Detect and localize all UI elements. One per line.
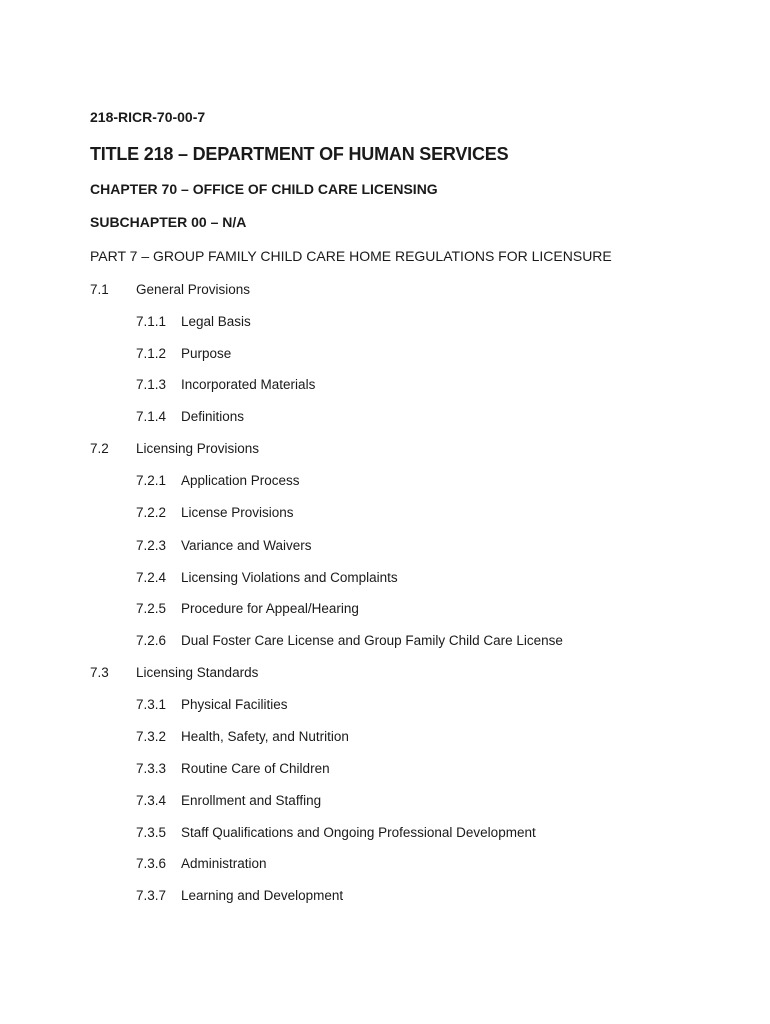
toc-label: Licensing Provisions	[136, 441, 260, 456]
toc-label: Administration	[181, 856, 267, 871]
toc-label: Learning and Development	[181, 888, 344, 903]
toc-subsection	[0, 378, 770, 394]
toc-label: Routine Care of Children	[181, 761, 330, 776]
toc-label: Physical Facilities	[181, 697, 288, 712]
toc-subsection	[0, 571, 770, 587]
toc-number: 7.3.7	[136, 888, 167, 903]
toc-number: 7.2	[90, 441, 109, 456]
toc-number: 7.3	[90, 665, 109, 680]
toc-number: 7.2.2	[136, 505, 167, 520]
toc-number: 7.1.2	[136, 346, 167, 361]
toc-subsection	[0, 698, 770, 714]
toc-label: Health, Safety, and Nutrition	[181, 729, 349, 744]
toc-number: 7.2.4	[136, 570, 167, 585]
part-heading: PART 7 – GROUP FAMILY CHILD CARE HOME REGULATIONS FOR LICENSURE	[90, 248, 612, 264]
toc-section	[0, 666, 770, 682]
toc-label: General Provisions	[136, 282, 251, 297]
toc-label: Purpose	[181, 346, 232, 361]
toc-number: 7.1	[90, 282, 109, 297]
toc-subsection	[0, 730, 770, 746]
toc-subsection	[0, 762, 770, 778]
toc-subsection	[0, 634, 770, 650]
toc-label: Licensing Violations and Complaints	[181, 570, 398, 585]
toc-subsection	[0, 602, 770, 618]
toc-subsection	[0, 474, 770, 490]
regulation-code: 218-RICR-70-00-7	[90, 109, 206, 125]
toc-number: 7.2.3	[136, 538, 167, 553]
title-heading: TITLE 218 – DEPARTMENT OF HUMAN SERVICES	[90, 144, 509, 164]
toc-section	[0, 283, 770, 299]
toc-subsection	[0, 539, 770, 555]
toc-subsection	[0, 857, 770, 873]
toc-subsection	[0, 410, 770, 426]
toc-number: 7.1.3	[136, 377, 167, 392]
toc-label: Dual Foster Care License and Group Family Child Care License	[181, 633, 563, 648]
toc-label: Definitions	[181, 409, 245, 424]
toc-number: 7.2.5	[136, 601, 167, 616]
toc-label: Enrollment and Staffing	[181, 793, 322, 808]
toc-label: Legal Basis	[181, 314, 251, 329]
toc-number: 7.3.3	[136, 761, 167, 776]
toc-subsection	[0, 315, 770, 331]
toc-label: Staff Qualifications and Ongoing Professional Development	[181, 825, 536, 840]
toc-number: 7.2.1	[136, 473, 167, 488]
toc-subsection	[0, 794, 770, 810]
toc-number: 7.3.4	[136, 793, 167, 808]
toc-label: Variance and Waivers	[181, 538, 312, 553]
toc-subsection	[0, 347, 770, 363]
subchapter-heading: SUBCHAPTER 00 – N/A	[90, 214, 247, 230]
toc-section	[0, 442, 770, 458]
toc-label: Procedure for Appeal/Hearing	[181, 601, 359, 616]
toc-number: 7.3.2	[136, 729, 167, 744]
toc-label: Incorporated Materials	[181, 377, 316, 392]
toc-number: 7.3.5	[136, 825, 167, 840]
toc-label: Licensing Standards	[136, 665, 259, 680]
toc-number: 7.3.1	[136, 697, 167, 712]
toc-label: License Provisions	[181, 505, 294, 520]
chapter-heading: CHAPTER 70 – OFFICE OF CHILD CARE LICENSING	[90, 181, 438, 197]
toc-subsection	[0, 889, 770, 905]
toc-number: 7.1.4	[136, 409, 167, 424]
toc-label: Application Process	[181, 473, 300, 488]
toc-number: 7.2.6	[136, 633, 167, 648]
toc-number: 7.1.1	[136, 314, 167, 329]
toc-number: 7.3.6	[136, 856, 167, 871]
toc-subsection	[0, 506, 770, 522]
toc-subsection	[0, 826, 770, 842]
